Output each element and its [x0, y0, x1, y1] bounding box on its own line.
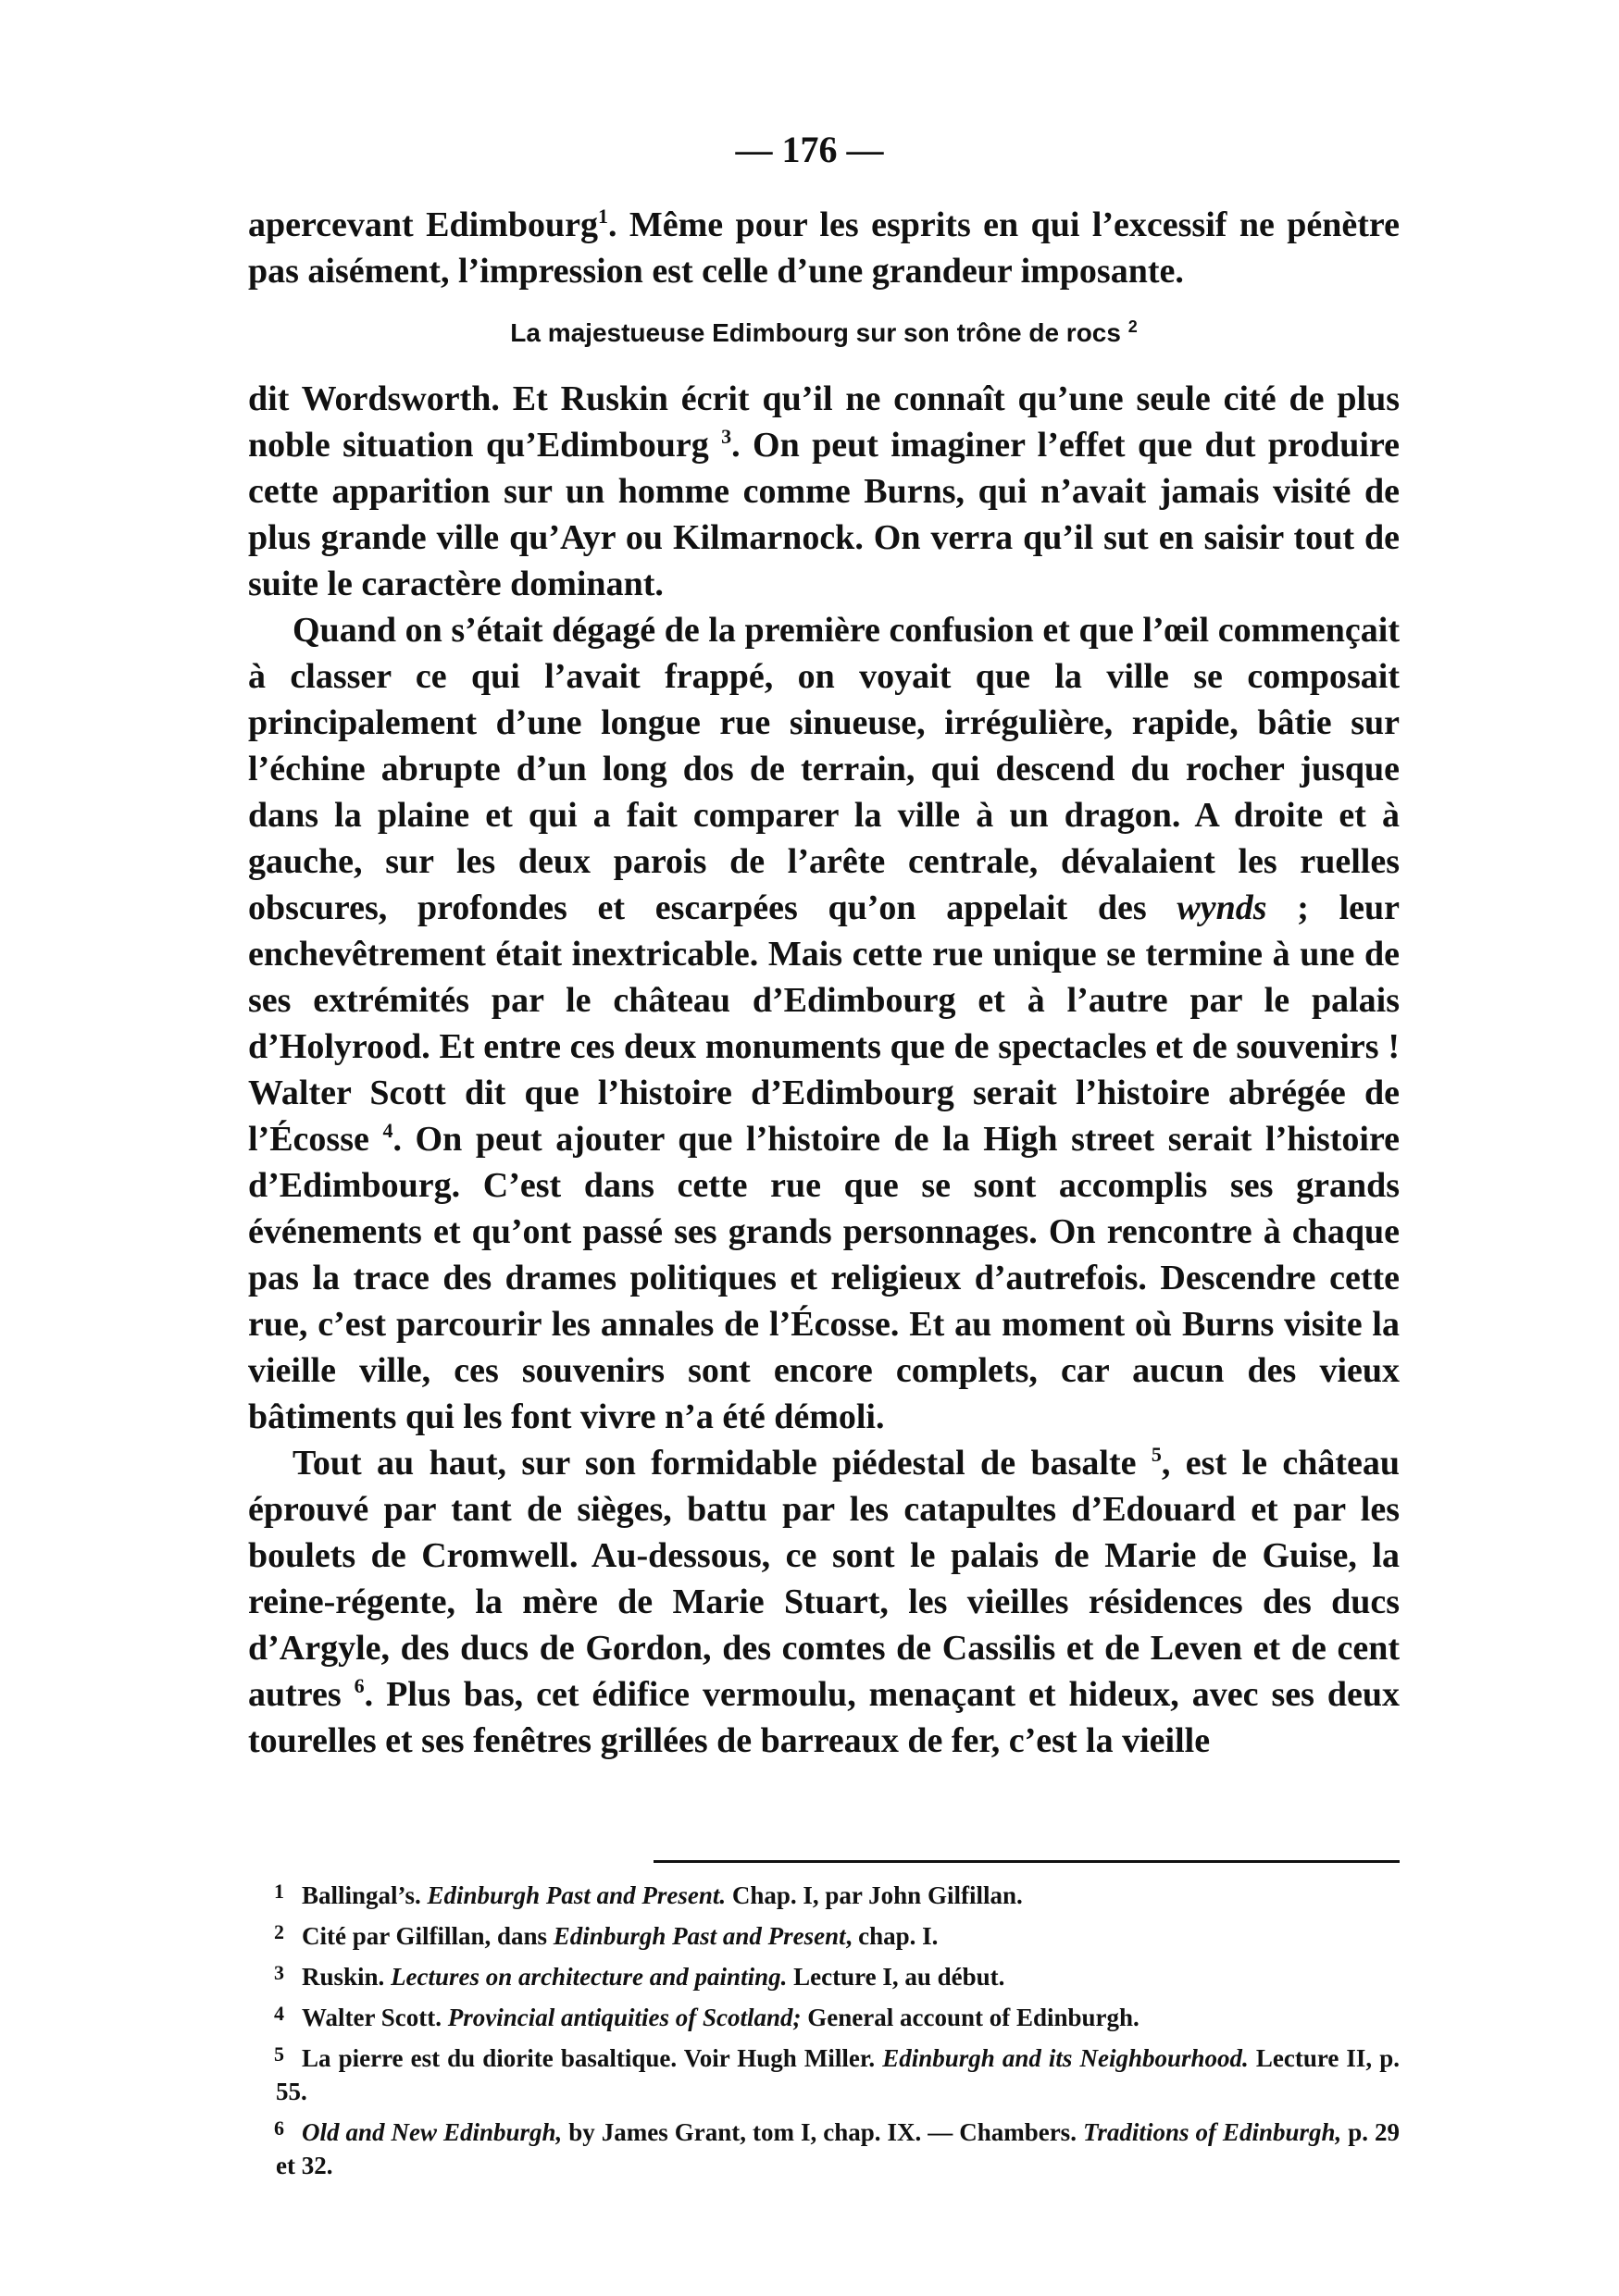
footnote-3	[248, 1956, 1400, 1993]
footnote-number: 1	[274, 1880, 284, 1903]
footnote-ref-1: 1	[597, 205, 608, 228]
footnote-title: Edinburgh Past and Present	[553, 1922, 846, 1950]
footnote-text: Walter Scott.	[302, 2004, 448, 2031]
footnote-title: Traditions of Edinburgh,	[1082, 2118, 1342, 2146]
footnote-4	[248, 1997, 1400, 2034]
footnote-number: 3	[274, 1961, 284, 1984]
paragraph-3	[248, 607, 1400, 1440]
footnote-text: Ballingal’s.	[302, 1881, 428, 1909]
paragraph-4	[248, 1440, 1400, 1764]
footnote-text: by James Grant, tom I, chap. IX. — Chambers.	[562, 2118, 1083, 2146]
footnote-separator	[654, 1860, 1400, 1863]
footnote-text: General account of Edinburgh.	[801, 2004, 1140, 2031]
p3-italic-wynds: wynds	[1177, 888, 1267, 927]
footnote-text: La pierre est du diorite basaltique. Voir Hugh Miller.	[302, 2044, 883, 2072]
footnote-title: Old and New Edinburgh,	[302, 2118, 563, 2146]
footnote-text: p. 29 et 32.	[276, 2118, 1400, 2179]
wordsworth-quote	[248, 315, 1400, 352]
footnotes	[248, 1875, 1400, 2186]
paragraph-2	[248, 376, 1400, 607]
p4-part-c: . Plus bas, cet édifice vermoulu, menaçant et hideux, avec ses deux tourelles et ses fenêtres grillées de barreaux de fer, c’est la vieille	[248, 1675, 1400, 1760]
footnote-number: 6	[274, 2116, 284, 2140]
footnote-text: Chap. I, par John Gilfillan.	[726, 1881, 1023, 1909]
footnote-ref-2: 2	[1127, 317, 1138, 336]
footnote-number: 2	[274, 1920, 284, 1943]
footnote-ref-3: 3	[721, 425, 732, 448]
footnote-text: Lecture II, p. 55.	[276, 2044, 1401, 2105]
footnote-6	[248, 2112, 1400, 2182]
quote-text: La majestueuse Edimbourg sur son trône de rocs	[510, 318, 1121, 347]
footnote-title: Edinburgh Past and Present.	[427, 1881, 727, 1909]
p3-part-a: Quand on s’était dégagé de la première confusion et que l’œil commençait à classer ce qui l’avait frappé, on voyait que la ville se composait principalement d’une longue rue sinueuse, irrégulière, rapide, bâtie sur l’échine abrupte d’un long dos de terrain, qui descend du rocher jusque dans la plaine et qui a fait comparer la ville à un dragon. A droite et à gauche, sur les deux parois de l’arête centrale, dévalaient les ruelles obscures, profondes et escarpées qu’on appelait des	[248, 611, 1400, 927]
page-number: — 176 —	[735, 129, 884, 170]
footnote-text: , chap. I.	[845, 1922, 939, 1950]
footnote-5	[248, 2038, 1400, 2108]
footnote-1	[248, 1875, 1400, 1912]
footnote-ref-4: 4	[382, 1119, 393, 1142]
paragraph-1	[248, 202, 1400, 294]
footnote-ref-6: 6	[354, 1674, 365, 1697]
footnote-text: Lecture I, au début.	[787, 1963, 1005, 1991]
p2-part-b: . On peut imaginer l’effet que dut produire cette apparition sur un homme comme Burns, qui n’avait jamais visité de plus grande ville qu’Ayr ou Kilmarnock. On verra qu’il sut en saisir tout de suite le caractère dominant.	[248, 426, 1401, 603]
footnote-title: Lectures on architecture and painting.	[391, 1963, 788, 1991]
footnote-ref-5: 5	[1151, 1443, 1162, 1466]
footnote-number: 5	[274, 2042, 284, 2066]
footnote-title: Edinburgh and its Neighbourhood.	[882, 2044, 1249, 2072]
p4-part-a: Tout au haut, sur son formidable piédestal de basalte	[293, 1444, 1137, 1483]
footnote-number: 4	[274, 2002, 284, 2025]
p3-part-c: . On peut ajouter que l’histoire de la High street serait l’histoire d’Edimbourg. C’est dans cette rue que se sont accomplis ses grands événements et qu’ont passé ses grands personnages. On rencontre à chaque pas la trace des drames politiques et religieux d’autrefois. Descendre cette rue, c’est parcourir les annales de l’Écosse. Et au moment où Burns visite la vieille ville, ces souvenirs sont encore complets, car aucun des vieux bâtiments qui les font vivre n’a été démoli.	[248, 1120, 1400, 1436]
p4-part-b: , est le château éprouvé par tant de sièges, battu par les catapultes d’Edouard et par les boulets de Cromwell. Au-dessous, ce sont le palais de Marie de Guise, la reine-régente, la mère de Marie Stuart, les vieilles résidences des ducs d’Argyle, des ducs de Gordon, des comtes de Cassilis et de Leven et de cent autres	[248, 1444, 1401, 1714]
p3-part-b: ; leur enchevêtrement était inextricable. Mais cette rue unique se termine à une de ses extrémités par le château d’Edimbourg et à l’autre par le palais d’Holyrood. Et entre ces deux monuments que de spectacles et de souvenirs ! Walter Scott dit que l’histoire d’Edimbourg serait l’histoire abrégée de l’Écosse	[248, 888, 1400, 1159]
p2-part-a: dit Wordsworth. Et Ruskin écrit qu’il ne connaît qu’une seule cité de plus noble situation qu’Edimbourg	[248, 379, 1400, 465]
footnote-text: Cité par Gilfillan, dans	[302, 1922, 554, 1950]
footnote-title: Provincial antiquities of Scotland;	[447, 2004, 802, 2031]
body-text	[248, 202, 1400, 1764]
footnote-2	[248, 1916, 1400, 1953]
footnote-text: Ruskin.	[302, 1963, 392, 1991]
p1-rest: . Même pour les esprits en qui l’excessif ne pénètre pas aisément, l’impression est celle d’une grandeur imposante.	[248, 205, 1400, 291]
p1-text: apercevant Edimbourg	[248, 205, 598, 244]
